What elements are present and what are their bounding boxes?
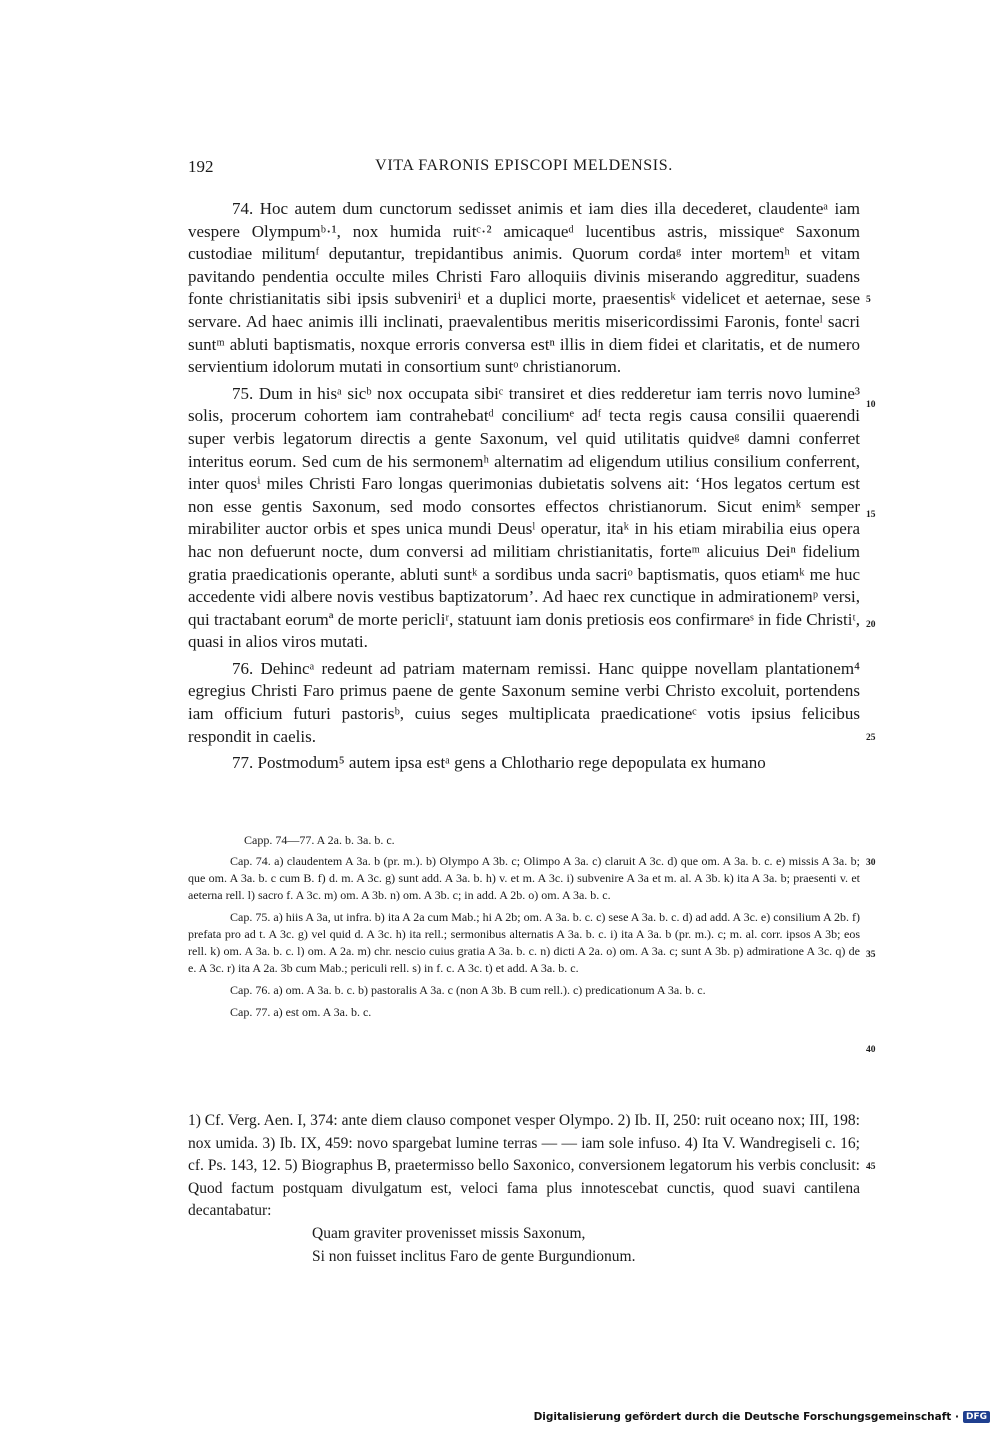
chapter-74-paragraph: 74. Hoc autem dum cunctorum sedisset animis et iam dies illa decederet, claudenteᵃ iam vespere Olympumᵇ·¹, nox humida ruitᶜ·² amicaqueᵈ lucentibus astris, missiqueᵉ Saxonum custodiae militumᶠ deputantur, trepidantibus animis. Quorum cordaᵍ inter mortemʰ et vitam pavitando pendentia occulte miles Christi Faro alloquiis divinis miserando aggreditur, suadens fonte christianitatis sibi ipsis subveniriⁱ et a duplici morte, praesentisᵏ videlicet et aeternae, sese servare. Ad haec animis illi inclinati, praevalentibus meritis misericordissimi Faronis, fonteˡ sacri suntᵐ abluti baptismatis, noxque erroris conversa estⁿ illis in diem fidei et claritatis, et de numero servientium idolorum mutati in consortium suntᵒ christianorum. (188, 199, 860, 377)
chapter-77-paragraph: 77. Postmodum⁵ autem ipsa estᵃ gens a Chlothario rege depopulata ex humano (232, 753, 766, 773)
apparatus-lemma: Capp. 74—77. A 2a. b. 3a. b. c. (244, 833, 395, 847)
apparatus-entry-cap-77: Cap. 77. a) est om. A 3a. b. c. (230, 1005, 372, 1019)
verse-line: Si non fuisset inclitus Faro de gente Burgundionum. (312, 1247, 636, 1265)
line-number: 20 (866, 620, 876, 630)
line-number: 10 (866, 400, 876, 410)
line-number: 45 (866, 1162, 876, 1172)
page-header (188, 157, 860, 181)
line-number: 40 (866, 1045, 876, 1055)
chapter-76-paragraph: 76. Dehincᵃ redeunt ad patriam maternam remissi. Hanc quippe novellam plantationem⁴ egregius Christi Faro primus paene de gente Saxonum semine verbi Christo excoluit, portendens iam officium futuri pastorisᵇ, cuius seges multiplicata praedicationeᶜ votis ipsius felicibus respondit in caelis. (188, 658, 860, 746)
line-number: 35 (866, 950, 876, 960)
main-text (188, 198, 860, 779)
footnotes (188, 1110, 860, 1268)
line-number: 5 (866, 295, 871, 305)
chapter-75-paragraph: 75. Dum in hisᵃ sicᵇ nox occupata sibiᶜ transiret et dies redderetur iam terris novo lumine³ solis, procerum cohortem iam contrahebatᵈ conciliumᵉ adᶠ tecta regis causa consilii quaerendi super verbis legatorum directis a gente Saxonum, vel quid utilitatis quidveᵍ damni conferret interitus eorum. Sed cum de his sermonemʰ alternatim ad eligendum utilius consilium conferrent, inter quosⁱ miles Christi Faro longas querimonias dubietatis solvens ait: ‘Hos legatos certum est non esse gentis Saxonum, sed modo consortes effectos christianorum. Sicut enimᵏ semper mirabiliter auctor orbis et spes unica mundi Deusˡ operatur, itaᵏ in his etiam mirabilia eius opera hac non defuerunt nocte, dum conversi ad militiam christianitatis, forteᵐ alicuius Deiⁿ fidelium gratia praedicationis operante, abluti suntᵏ a sordibus unda sacriᵒ baptismatis, quos etiamᵏ me huc accedente vidi albere novis vestibus baptizatorum’. Ad haec rex cunctique in admirationemᵖ versi, qui tractabant eorumª de morte pericliʳ, statuunt iam donis pretiosis eos confirmareˢ in fide Christiᵗ, quasi in alios viros mutati. (188, 383, 860, 652)
page-number: 192 (188, 157, 214, 176)
line-number: 25 (866, 733, 876, 743)
dfg-logo: DFG (963, 1411, 990, 1423)
apparatus-entry-cap-75: Cap. 75. a) hiis A 3a, ut infra. b) ita A 2a cum Mab.; hi A 2b; om. A 3a. b. c. c) sese A 3a. b. c. d) ad add. A 3c. e) consilium A 2b. f) prefata pro ad t. A 3c. g) vel quid d. A 3c. h) ita rell.; sermonibus alternatis A 3a. b. c. i) ita A 3a. b (pr. m.). c; m. al. corr. ipsos A 3b; eos rell. k) om. A 3a. b. c. l) om. A 2a. m) chr. nescio cuius gratia A 3a. b. c. n) dicti A 2a. o) om. A 3a. c; sunt A 3b. p) admiratione A 3c. q) de e. A 3c. r) ita A 2a. 3b cum Mab.; periculi rell. s) in f. c. A 3c. t) et add. A 3a. b. c. (188, 910, 860, 975)
credit-text: Digitalisierung gefördert durch die Deutsche Forschungsgemeinschaft · (533, 1411, 959, 1423)
critical-apparatus (188, 832, 860, 1026)
footnotes-text: 1) Cf. Verg. Aen. I, 374: ante diem clauso componet vesper Olympo. 2) Ib. II, 250: ruit oceano nox; III, 198: nox umida. 3) Ib. IX, 459: novo spargebat lumine terras — — iam sole infuso. 4) Ita V. Wandregiseli c. 16; cf. Ps. 143, 12. 5) Biographus B, praetermisso bello Saxonico, conversionem legatorum his verbis conclusit: Quod factum postquam divulgatum est, veloci fama plus innotescebat cunctis, quod suavi cantilena decantabatur: (188, 1112, 860, 1220)
digitization-credit (534, 1411, 990, 1423)
line-number: 15 (866, 510, 876, 520)
verse-line: Quam graviter provenisset missis Saxonum, (312, 1224, 586, 1242)
apparatus-entry-cap-74: Cap. 74. a) claudentem A 3a. b (pr. m.). b) Olympo A 3b. c; Olimpo A 3a. c) claruit A 3c. d) que om. A 3a. b. c. e) missis A 3a. b; que om. A 3a. b. c cum B. f) d. m. A 3c. g) sunt add. A 3a. b. h) v. et m. A 3c. i) subvenire A 3a et m. al. A 3b. k) ita A 3a. b; praesenti v. et aeterna rell. l) sacro f. A 3c. m) om. A 3b. n) om. A 3b. c; in add. A 2b. o) om. A 3a. b. c. (188, 854, 860, 902)
apparatus-entry-cap-76: Cap. 76. a) om. A 3a. b. c. b) pastoralis A 3a. c (non A 3b. B cum rell.). c) predicationum A 3a. b. c. (230, 983, 706, 997)
running-title: VITA FARONIS EPISCOPI MELDENSIS. (375, 157, 673, 174)
line-number: 30 (866, 858, 876, 868)
